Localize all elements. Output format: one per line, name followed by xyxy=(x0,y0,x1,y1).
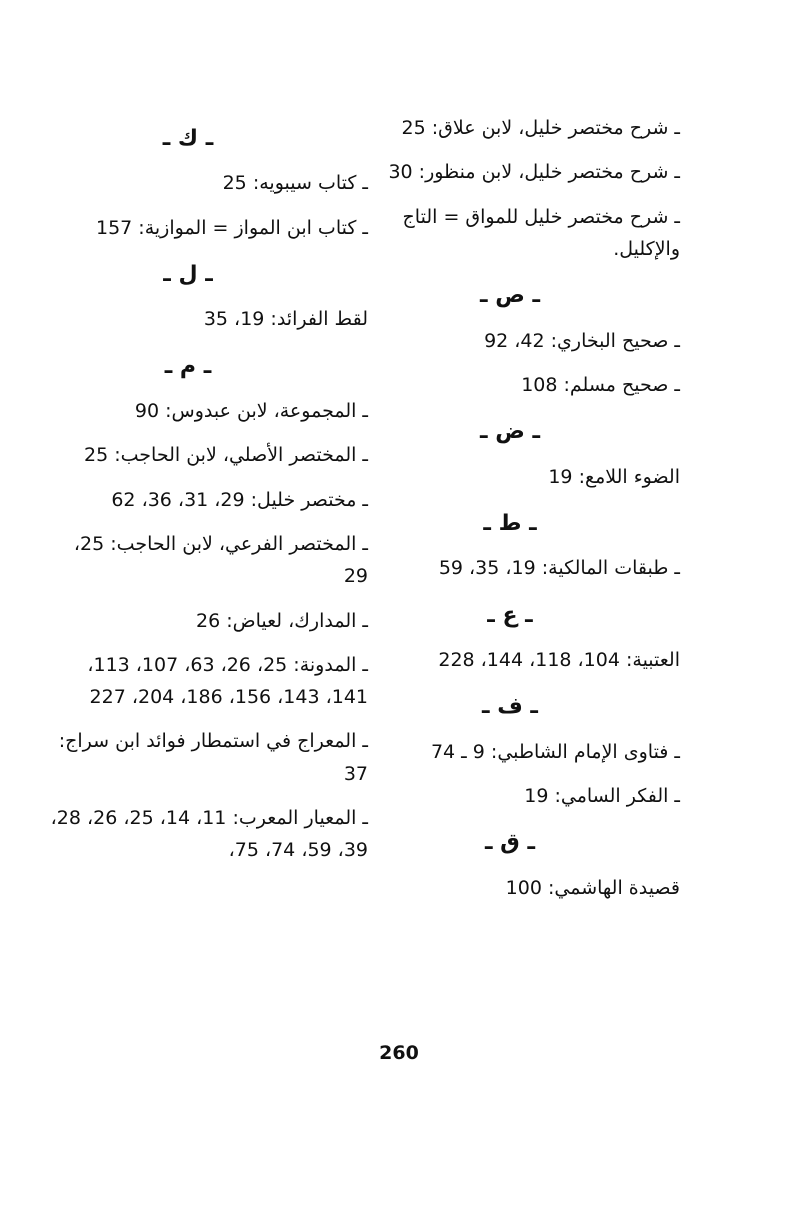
index-entry: ـ شرح مختصر خليل، لابن علاق: 25 xyxy=(401,117,680,139)
index-entry: ـ طبقات المالكية: 19، 35، 59 xyxy=(438,557,680,580)
index-entry: ـ المدونة: 25، 26، 63، 107، 113، 141، 143، 156، 186، 204، 227 xyxy=(87,653,368,709)
index-entry: ـ المختصر الأصلي، لابن الحاجب: 25 xyxy=(84,444,368,467)
index-entry: ـ المختصر الفرعي، لابن الحاجب: 25، 29 xyxy=(73,532,368,588)
letter-heading: ـ م ـ xyxy=(164,353,212,379)
index-entry: قصيدة الهاشمي: 100 xyxy=(505,876,680,899)
letter-heading: ـ ك ـ xyxy=(162,126,214,151)
index-entry: ـ شرح مختصر خليل للمواق = التاج والإكليل. xyxy=(402,205,680,260)
index-entry: ـ المعيار المعرب: 11، 14، 25، 26، 28، 39، 59، 74، 75، xyxy=(50,807,368,862)
index-entry: الضوء اللامع: 19 xyxy=(548,465,680,488)
index-entry: ـ مختصر خليل: 29، 31، 36، 62 xyxy=(111,488,368,511)
letter-heading: ـ ع ـ xyxy=(487,602,533,628)
index-entry: ـ شرح مختصر خليل، لابن منظور: 30 xyxy=(388,161,680,184)
index-entry: لقط الفرائد: 19، 35 xyxy=(203,308,368,331)
index-entry: ـ المجموعة، لابن عبدوس: 90 xyxy=(134,400,368,423)
index-entry: ـ صحيح مسلم: 108 xyxy=(521,373,680,396)
index-entry: ـ كتاب سيبويه: 25 xyxy=(222,172,368,195)
index-entry: العتبية: 104، 118، 144، 228 xyxy=(438,648,680,671)
index-entry: ـ الفكر السامي: 19 xyxy=(524,784,680,807)
letter-heading: ـ ص ـ xyxy=(480,283,540,309)
index-entry: ـ المدارك، لعياض: 26 xyxy=(196,609,368,632)
letter-heading: ـ ق ـ xyxy=(484,830,536,856)
index-entry: ـ صحيح البخاري: 42، 92 xyxy=(484,329,680,352)
letter-heading: ـ ف ـ xyxy=(482,694,538,720)
index-entry: ـ فتاوى الإمام الشاطبي: 9 ـ 74 xyxy=(430,740,680,763)
index-entry: ـ المعراج في استمطار فوائد ابن سراج: 37 xyxy=(58,730,368,785)
index-column-right xyxy=(380,112,680,916)
letter-heading: ـ ض ـ xyxy=(480,419,540,445)
page-number: 260 xyxy=(379,1042,419,1064)
letter-heading: ـ ط ـ xyxy=(483,510,537,536)
index-entry: ـ كتاب ابن المواز = الموازية: 157 xyxy=(96,216,368,239)
index-column-left xyxy=(48,112,368,879)
letter-heading: ـ ل ـ xyxy=(163,261,213,287)
